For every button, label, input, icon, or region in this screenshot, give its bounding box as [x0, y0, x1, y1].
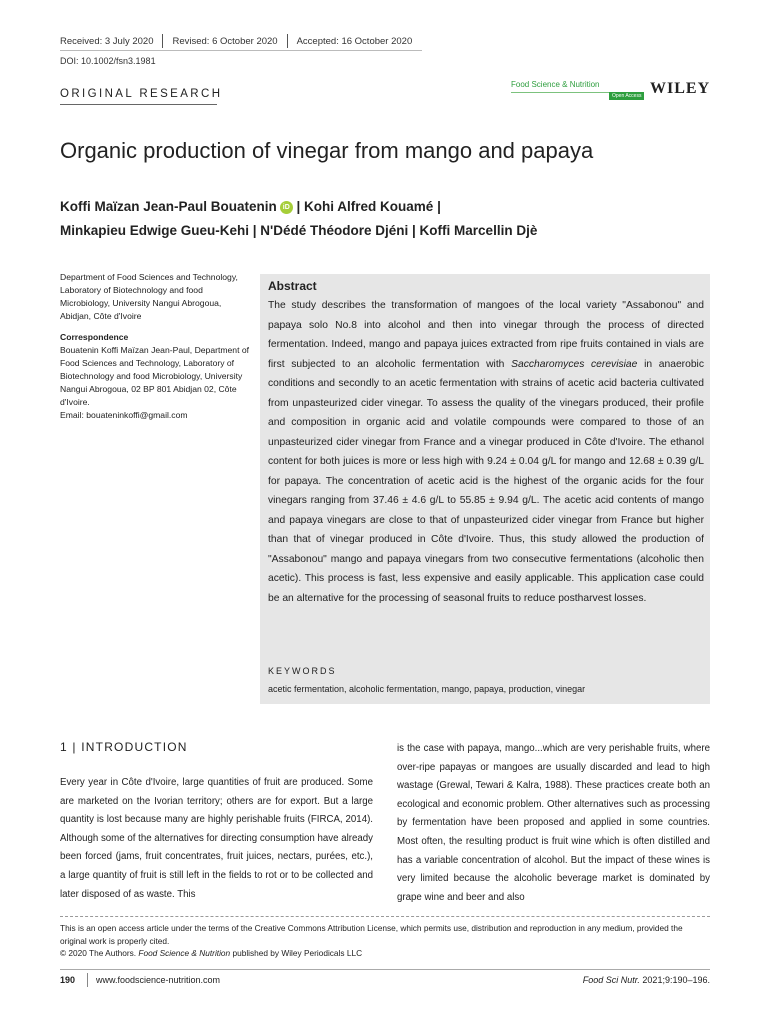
journal-website-link[interactable]: www.foodscience-nutrition.com — [96, 975, 221, 985]
accepted-date: Accepted: 16 October 2020 — [296, 36, 413, 47]
open-access-badge: Open Access — [609, 92, 644, 100]
author-names[interactable]: | Kohi Alfred Kouamé | — [292, 199, 441, 214]
citation — [540, 975, 710, 985]
copyright-journal: Food Science & Nutrition — [138, 948, 231, 958]
article-title: Organic production of vinegar from mango and papaya — [60, 138, 594, 163]
license-text: This is an open access article under the terms of the Creative Commons Attribution License, which permits use, distribution and reproduction in any medium, provided the original work is properly cited. — [60, 923, 683, 946]
author-name[interactable]: Koffi Maïzan Jean-Paul Bouatenin — [60, 199, 277, 214]
article-dates — [60, 36, 412, 48]
keywords-list: acetic fermentation, alcoholic fermentation, mango, papaya, production, vinegar — [268, 684, 586, 694]
date-separator — [162, 34, 163, 48]
revised-date: Revised: 6 October 2020 — [172, 36, 278, 47]
citation-details: 2021;9:190–196. — [639, 975, 710, 985]
correspondence-heading: Correspondence — [60, 332, 129, 342]
doi[interactable]: DOI: 10.1002/fsn3.1981 — [60, 56, 156, 66]
abstract-text-part: in anaerobic conditions and secondly to an acetic fermentation with strains of acetic acid bacteria cultivated from unpasteurized cider vinegar. To assess the quality of the vinegars produced, their profile and composition in organic acid and volatile compounds were compared to those of an unpasteurized cider vinegar from France and a vinegar produced in Côte d'Ivoire. The ethanol content for both juices is more or less high with 9.24 ± 0.04 g/L for mango and 12.68 ± 0.39 g/L for papaya. The concentration of acetic acid is the highest of the organic acids for the four vinegars ranging from 37.46 ± 4.6 g/L to 55.85 ± 9.94 g/L. The acetic acid contents of mango and papaya vinegars are close to that of unpasteurized cider vinegar from France but higher than that of vinegar produced in Côte d'Ivoire. Thus, this study allowed the production of "Assabonou" mango and papaya vinegars from two consecutive fermentations (alcoholic then acetic). This process is fast, less expensive and easily applicable. This application case could be an alternative for the processing of seasonal fruits to reduce postharvest losses. — [268, 358, 704, 604]
license-footnote — [60, 922, 710, 960]
affiliation-text: Department of Food Sciences and Technology, Laboratory of Biotechnology and food Microbiology, University Nangui Abrogoua, Abidjan, Côte d'Ivoire — [60, 272, 238, 321]
orcid-icon[interactable]: iD — [280, 201, 293, 214]
received-date: Received: 3 July 2020 — [60, 36, 154, 47]
abstract-heading: Abstract — [268, 279, 317, 293]
citation-journal: Food Sci Nutr. — [582, 975, 640, 985]
author-list — [60, 195, 740, 243]
intro-right-column: is the case with papaya, mango...which are very perishable fruits, where over-ripe papayas or mangoes are usually discarded and lead to high wastage (Grewal, Tewari & Kalra, 1988). These practices create both an ecological and economic problem. Other alternatives such as processing by fermentation have been proposed and applied in some countries. Most often, the resulting product is fruit wine which is often distilled and has a variable concentration of alcohol. But the impact of these wines is very limited because the alcoholic beverage market is dominated by grape wine and beer and also — [397, 743, 710, 903]
abstract-body — [268, 296, 704, 608]
species-name: Saccharomyces cerevisiae — [511, 358, 638, 370]
abstract-text-part: The study describes the transformation of mangoes of the local variety "Assabonou" and papaya solo No.8 into alcohol and then into vinegar through the process of directed fermentation. Indeed, mango and papaya juices extracted from ripe fruits contained in vials are first subjected to an alcoholic fermentation with — [268, 300, 704, 370]
footer-separator — [87, 973, 88, 987]
copyright-line — [60, 947, 710, 960]
section-label: ORIGINAL RESEARCH — [60, 88, 223, 100]
author-line-1 — [60, 195, 740, 219]
intro-left-column: Every year in Côte d'Ivoire, large quantities of fruit are produced. Some are marketed on the Ivorian territory; others are for export. But a large quantity is lost because many are highly perishable fruits (FIRCA, 2014). Although some of the alternatives for directing consumption have already been forced (jams, fruit concentrates, fruit juices, nectars, purées, etc.), a large quantity of fruit is still left in the fields to rot or to be collected and later disposed of as waste. This — [60, 777, 373, 900]
page-number: 190 — [60, 975, 76, 985]
header-rule — [60, 50, 422, 51]
section-rule — [60, 104, 217, 105]
date-separator — [287, 34, 288, 48]
footnote-rule — [60, 916, 710, 917]
publisher-logo[interactable]: WILEY — [650, 80, 711, 97]
copyright-text: © 2020 The Authors. — [60, 948, 139, 958]
page-footer-rule — [60, 969, 710, 970]
journal-logo[interactable]: Food Science & Nutrition — [511, 80, 600, 89]
correspondence-text: Bouatenin Koffi Maïzan Jean-Paul, Department of Food Sciences and Technology, Laboratory of Biotechnology and food Microbiology, University Nangui Abrogoua, 02 BP 801 Abidjan 02, Côte d'Ivoire. — [60, 345, 250, 407]
keywords-heading: KEYWORDS — [268, 666, 337, 676]
affiliation-panel — [60, 271, 250, 422]
copyright-text: published by Wiley Periodicals LLC — [230, 948, 363, 958]
correspondence-email[interactable]: Email: bouateninkoffi@gmail.com — [60, 410, 188, 420]
introduction-heading: 1 | INTRODUCTION — [60, 740, 188, 754]
author-line-2[interactable]: Minkapieu Edwige Gueu-Kehi | N'Dédé Théodore Djéni | Koffi Marcellin Djè — [60, 223, 538, 238]
